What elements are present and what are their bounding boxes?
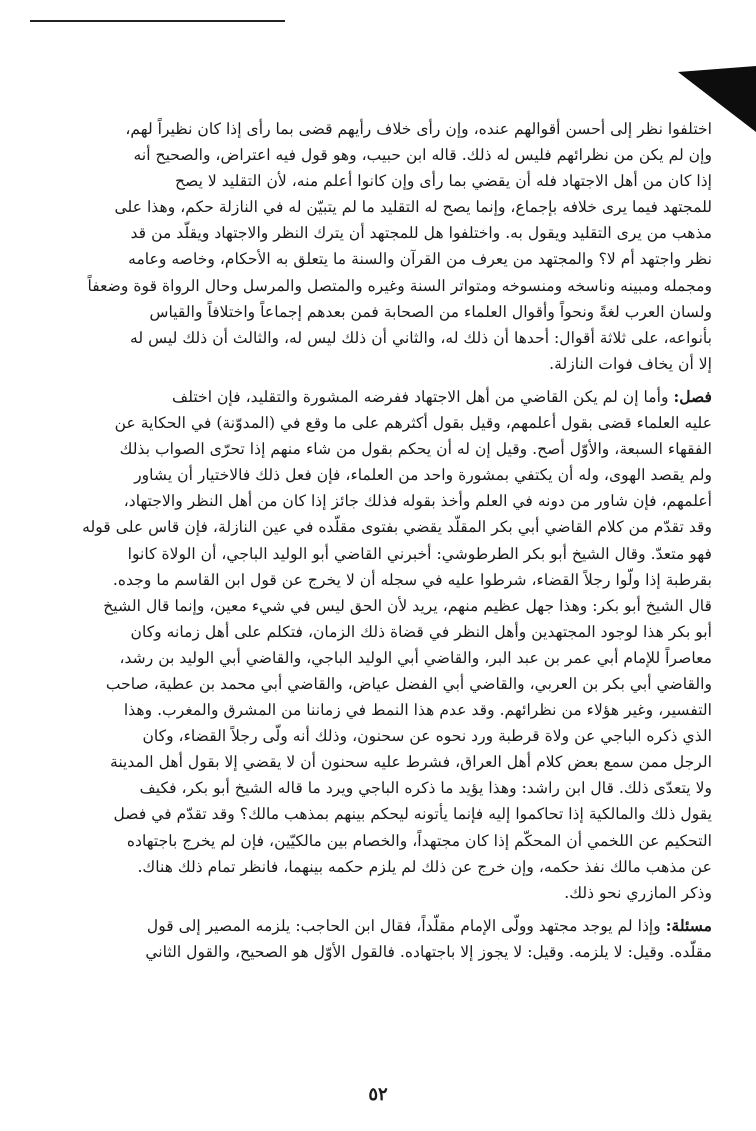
text-line bbox=[60, 619, 712, 645]
text-line bbox=[60, 436, 712, 462]
text-line bbox=[60, 325, 712, 351]
section-lead: فصل: bbox=[673, 386, 712, 406]
line-text: ولسان العرب لغةً ونحواً وأقوال العلماء من الصحابة فمن بعدهم إجماعاً واختلافاً والقياس bbox=[149, 302, 712, 321]
line-text: للمجتهد فيما يرى خلافه بإجماع، وإنما يصح له التقليد ما لم يتبيّن له في النازلة حكم، وهذا على bbox=[114, 198, 712, 217]
text-line bbox=[60, 880, 712, 906]
line-text: ولا يتعدّى ذلك. قال ابن راشد: وهذا يؤيد ما ذكره الباجي ويرد ما قاله الشيخ أبو بكر، فكيف bbox=[139, 779, 712, 798]
line-text: اختلفوا نظر إلى أحسن أقوالهم عنده، وإن رأى خلاف رأيهم قضى بما رأى إذا كان نظيراً لهم، bbox=[125, 120, 712, 138]
paragraph bbox=[60, 384, 712, 906]
text-line bbox=[60, 749, 712, 775]
line-text: وذكر المازري نحو ذلك. bbox=[564, 883, 712, 902]
text-line bbox=[60, 116, 712, 142]
text-line bbox=[60, 723, 712, 749]
line-text: وقد تقدّم من كلام القاضي أبي بكر المقلّد يقضي بفتوى مقلّده في عين النازلة، فإن قاس على قوله bbox=[82, 518, 712, 537]
text-line bbox=[60, 220, 712, 246]
text-line bbox=[60, 801, 712, 827]
text-line bbox=[60, 939, 712, 965]
line-text: إلا أن يخاف فوات النازلة. bbox=[549, 354, 712, 373]
line-text: ولم يقصد الهوى، وله أن يكتفي بمشورة واحد من العلماء، فإن فعل ذلك فالاختيار أن يشاور bbox=[134, 466, 712, 485]
text-line bbox=[60, 913, 712, 939]
line-text: يقول ذلك والمالكية إذا تحاكموا إليه فإنما يأتونه ليحكم بينهم بمذهب مالك؟ وقد تقدّم في فصل bbox=[113, 805, 712, 824]
text-line bbox=[60, 246, 712, 272]
text-line bbox=[60, 645, 712, 671]
line-text: بأنواعه، على ثلاثة أقوال: أحدها أن ذلك له، والثاني أن ذلك ليس له، والثالث أن ذلك ليس له bbox=[130, 328, 712, 347]
text-line bbox=[60, 384, 712, 410]
line-text: وإذا لم يوجد مجتهد وولّى الإمام مقلّداً، فقال ابن الحاجب: يلزمه المصير إلى قول bbox=[146, 916, 661, 935]
line-text: التفسير، وغير هؤلاء من نظرائهم. وقد عدم هذا النمط في زماننا من المشرق والمغرب. وهذا bbox=[123, 701, 712, 720]
line-text: وإن لم يكن من نظرائهم فليس له ذلك. قاله ابن حبيب، وهو قول فيه اعتراض، والصحيح أنه bbox=[133, 146, 712, 165]
text-line bbox=[60, 462, 712, 488]
line-text: أبو بكر هذا لوجود المجتهدين وأهل النظر في قضاة ذلك الزمان، فتكلم على أهل زمانه وكان bbox=[130, 622, 712, 641]
text-line bbox=[60, 697, 712, 723]
text-line bbox=[60, 351, 712, 377]
text-line bbox=[60, 273, 712, 299]
line-text: التحكيم عن اللخمي أن المحكّم إذا كان مجتهداً، والخصام بين مالكيّين، فإن لم يخرج باجتهاده bbox=[126, 831, 712, 850]
text-line bbox=[60, 854, 712, 880]
line-text: الذي ذكره الباجي عن ولاة قرطبة ورد نحوه عن سحنون، وذلك أنه ولّى رجلاً القضاء، وكان bbox=[142, 727, 712, 746]
text-line bbox=[60, 299, 712, 325]
line-text: والقاضي أبي بكر بن العربي، والقاضي أبي الفضل عياض، والقاضي أبي محمد بن عطية، صاحب bbox=[105, 674, 712, 693]
line-text: عن مذهب مالك نفذ حكمه، وإن خرج عن ذلك لم يلزم حكمه بينهما، فانظر تمام ذلك هناك. bbox=[137, 857, 712, 876]
line-text: الرجل ممن سمع بعض كلام أهل العراق، فشرط عليه سحنون أن لا يقضي إلا بقول أهل المدينة bbox=[109, 753, 712, 772]
text-line bbox=[60, 194, 712, 220]
line-text: معاصراً للإمام أبي عمر بن عبد البر، والقاضي أبي الوليد الباجي، والقاضي أبي الوليد بن رشد، bbox=[119, 648, 712, 667]
page-number: ٥٢ bbox=[368, 1084, 388, 1105]
text-line bbox=[60, 541, 712, 567]
text-line bbox=[60, 410, 712, 436]
text-line bbox=[60, 828, 712, 854]
text-line bbox=[60, 142, 712, 168]
line-text: أعلمهم، فإن شاور من دونه في العلم وأخذ بقوله فذلك جائز إذا كان من أهل النظر والاجتهاد، bbox=[123, 492, 712, 511]
text-line bbox=[60, 775, 712, 801]
paragraph bbox=[60, 913, 712, 965]
text-line bbox=[60, 567, 712, 593]
line-text: الفقهاء السبعة، والأوّل أصح. وقيل إن له أن يحكم بقول من شاء منهم إذا تحرّى الصواب بذلك bbox=[119, 440, 712, 459]
line-text: فهو متعدّ. وقال الشيخ أبو بكر الطرطوشي: أخبرني القاضي أبو الوليد الباجي، أن الولاة كانوا bbox=[127, 544, 712, 563]
header-rule bbox=[30, 20, 285, 22]
line-text: ومجمله ومبينه وناسخه ومنسوخه ومتواتر السنة وغيره والمتصل والمرسل وحال الرواة قوة وضعفاً bbox=[87, 276, 712, 295]
text-line bbox=[60, 514, 712, 540]
document-body bbox=[60, 116, 712, 1076]
line-text: مذهب من يرى التقليد ويقول به. واختلفوا هل للمجتهد أن يترك النظر والاجتهاد ويقلّد من قد bbox=[130, 224, 712, 243]
text-line bbox=[60, 593, 712, 619]
paragraph bbox=[60, 116, 712, 377]
text-line bbox=[60, 671, 712, 697]
line-text: بقرطبة إذا ولّوا رجلاً القضاء، شرطوا عليه في سجله أن لا يخرج عن قول ابن القاسم ما وجده. bbox=[112, 570, 712, 589]
line-text: نظر واجتهد أم لا؟ والمجتهد من يعرف من القرآن والسنة ما يتعلق به الأحكام، وخاصه وعامه bbox=[128, 250, 712, 269]
text-line bbox=[60, 488, 712, 514]
line-text: إذا كان من أهل الاجتهاد فله أن يقضي بما رأى وإن كانوا أعلم منه، لأن التقليد لا يصح bbox=[175, 172, 712, 191]
line-text: وأما إن لم يكن القاضي من أهل الاجتهاد ففرضه المشورة والتقليد، فإن اختلف bbox=[172, 387, 669, 406]
text-line bbox=[60, 168, 712, 194]
line-text: قال الشيخ أبو بكر: وهذا جهل عظيم منهم، يريد لأن الحق ليس في شيء معين، وإنما قال الشيخ bbox=[103, 596, 712, 615]
section-lead: مسئلة: bbox=[665, 915, 712, 935]
line-text: عليه العلماء قضى بقول أعلمهم، وقيل بقول أكثرهم على ما وقع في (المدوّنة) في الحكاية عن bbox=[114, 414, 712, 433]
line-text: مقلّده. وقيل: لا يلزمه. وقيل: لا يجوز إلا باجتهاده. فالقول الأوّل هو الصحيح، والقول الثاني bbox=[145, 942, 712, 961]
